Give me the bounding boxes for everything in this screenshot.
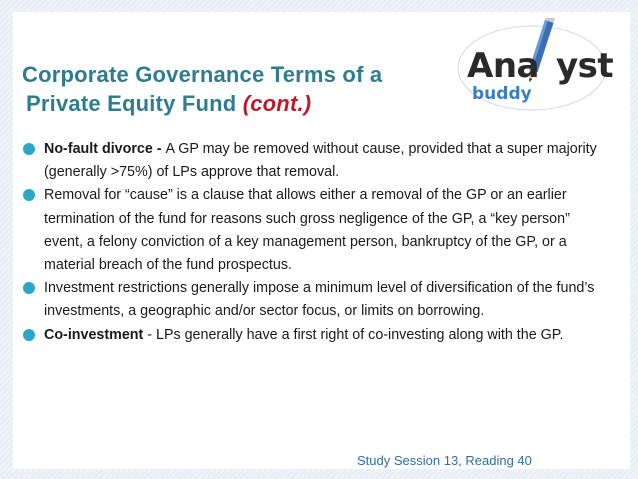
analyst-buddy-logo	[452, 18, 612, 113]
slide-title	[22, 60, 442, 118]
bullet-list	[22, 138, 612, 347]
bullet-no-fault-divorce	[22, 138, 612, 184]
title-line-2	[22, 89, 442, 118]
bullet-co-investment	[22, 324, 612, 347]
title-line-1: Corporate Governance Terms of a	[22, 62, 383, 87]
title-main: Private Equity Fund	[26, 91, 237, 116]
bullet-icon	[22, 142, 37, 157]
bullet-icon	[22, 188, 37, 203]
logo-text-buddy: buddy	[472, 84, 532, 104]
bullet-removal-for-cause	[22, 184, 612, 277]
bullet-text: Investment restrictions generally impose a minimum level of diversification of the fund’s investments, a geographic and/or sector focus, or limits on borrowing.	[44, 280, 595, 320]
bullet-lead: No-fault divorce -	[44, 141, 166, 157]
bullet-text: - LPs generally have a first right of co-investing along with the GP.	[143, 326, 564, 343]
logo-text-ana: Ana	[467, 46, 539, 86]
bullet-icon	[22, 281, 37, 296]
footer-reference: Study Session 13, Reading 40	[357, 453, 532, 468]
bullet-lead: Co-investment	[44, 326, 144, 343]
title-cont: (cont.)	[242, 91, 312, 116]
bullet-text: Removal for “cause” is a clause that allows either a removal of the GP or an earlier termination of the fund for reasons such gross negligence of the GP, a “key person” event, a felony conviction of a key management person, bankruptcy of the GP, or a material breach of the fund prospectus.	[44, 187, 570, 274]
bullet-investment-restrictions	[22, 277, 612, 323]
bullet-icon	[22, 328, 37, 343]
bullet-text: A GP may be removed without cause, provided that a super majority (generally >75%) of LPs approve that removal.	[44, 141, 597, 181]
logo-text-yst: yst	[556, 46, 614, 86]
